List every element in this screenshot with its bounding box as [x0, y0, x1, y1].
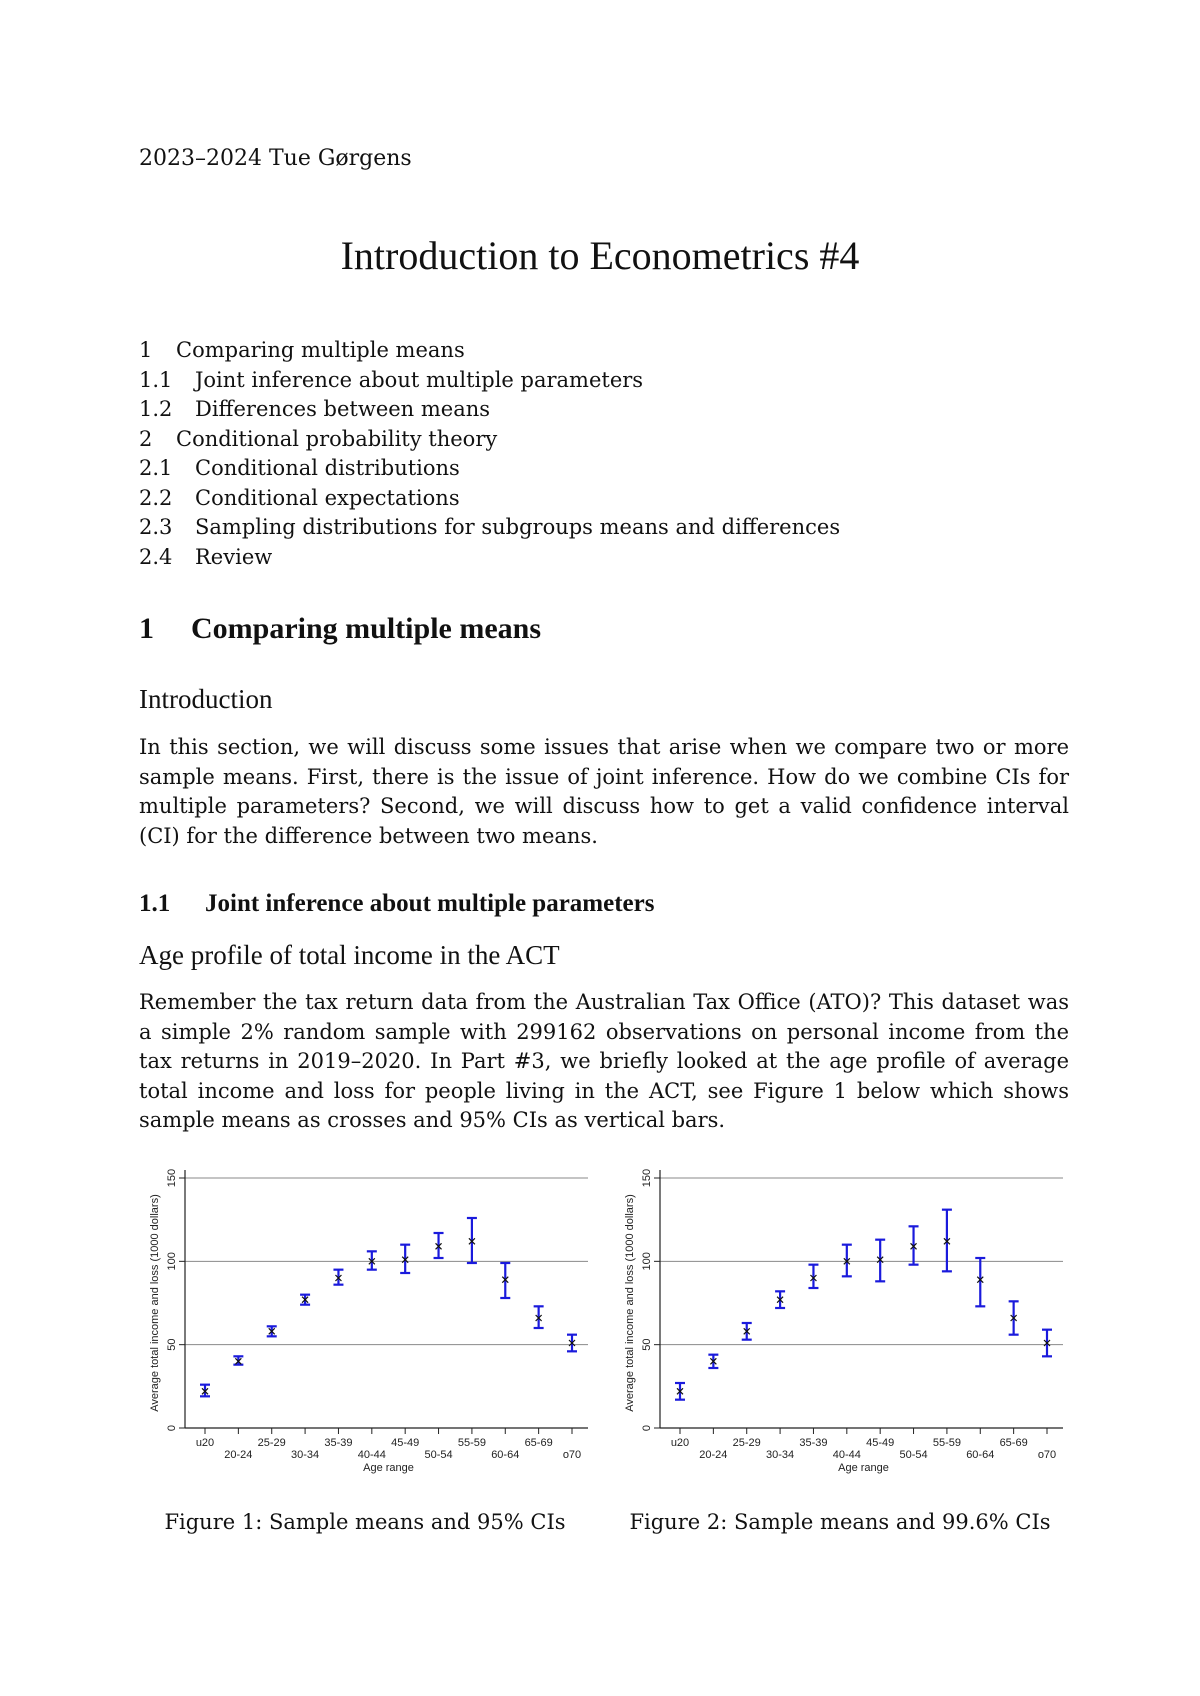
x-tick-label: 35-39 — [799, 1437, 828, 1449]
x-tick-label: 20-24 — [224, 1449, 253, 1461]
figure-2 — [605, 1158, 1075, 1558]
figure-1 — [130, 1158, 600, 1558]
toc-entry[interactable] — [139, 336, 840, 366]
x-tick-label: o70 — [1037, 1449, 1057, 1461]
x-tick-label: 40-44 — [832, 1449, 861, 1461]
figure-2-caption: Figure 2: Sample means and 99.6% CIs — [629, 1510, 1051, 1534]
y-axis-label: Average total income and loss (1000 dollars) — [149, 1194, 161, 1412]
y-tick-label: 100 — [166, 1252, 178, 1271]
x-tick-label: 60-64 — [966, 1449, 995, 1461]
x-tick-label: 30-34 — [291, 1449, 320, 1461]
table-of-contents — [139, 336, 840, 572]
x-tick-label: 55-59 — [457, 1437, 486, 1449]
error-bar — [875, 1240, 885, 1282]
x-tick-label: 65-69 — [524, 1437, 553, 1449]
error-bar — [742, 1323, 752, 1340]
error-bar — [400, 1245, 410, 1273]
age-profile-paragraph: Remember the tax return data from the Australian Tax Office (ATO)? This dataset was a simple 2% random sample with 299162 observations on personal income from the tax returns in 2019–2020. In Part #3, we briefly looked at the age profile of average total income and loss for people living in the ACT, see Figure 1 below which shows sample means as crosses and 95% CIs as vertical bars. — [139, 990, 1069, 1133]
toc-entry[interactable] — [139, 395, 840, 425]
x-tick-label: 20-24 — [699, 1449, 728, 1461]
y-tick-label: 100 — [641, 1252, 653, 1271]
toc-entry-number: 2.2 — [139, 485, 173, 510]
toc-entry[interactable] — [139, 425, 840, 455]
error-bar — [567, 1335, 577, 1352]
intro-heading: Introduction — [139, 684, 273, 714]
error-bar — [467, 1218, 477, 1263]
error-bar — [500, 1263, 510, 1298]
toc-entry-label: Differences between means — [195, 397, 491, 421]
x-tick-label: 45-49 — [866, 1437, 895, 1449]
error-bar — [233, 1356, 243, 1364]
error-bar — [808, 1265, 818, 1288]
toc-entry-number: 2 — [139, 426, 153, 451]
x-tick-label: 30-34 — [766, 1449, 795, 1461]
error-bar — [200, 1385, 210, 1397]
y-tick-label: 50 — [641, 1338, 653, 1351]
toc-entry-label: Conditional probability theory — [176, 426, 498, 451]
y-tick-label: 150 — [166, 1168, 178, 1188]
error-bar — [842, 1245, 852, 1277]
toc-entry[interactable] — [139, 484, 840, 514]
toc-entry-label: Conditional expectations — [195, 485, 460, 510]
toc-entry-label: Review — [195, 544, 273, 569]
figure-1-caption: Figure 1: Sample means and 95% CIs — [164, 1510, 566, 1534]
toc-entry-number: 1.2 — [139, 397, 173, 421]
error-bar — [434, 1233, 444, 1258]
x-axis-label: Age range — [838, 1462, 889, 1474]
section-title: Comparing multiple means — [191, 612, 542, 645]
y-tick-label: 0 — [166, 1424, 178, 1432]
x-tick-label: 40-44 — [357, 1449, 386, 1461]
x-tick-label: 50-54 — [899, 1449, 928, 1461]
subsection-title: Joint inference about multiple parameters — [205, 890, 655, 917]
error-bar — [1042, 1330, 1052, 1357]
x-tick-label: 50-54 — [424, 1449, 453, 1461]
x-tick-label: 60-64 — [491, 1449, 520, 1461]
toc-entry-number: 2.1 — [139, 456, 173, 480]
subsection-number: 1.1 — [139, 890, 171, 917]
toc-entry-number: 2.4 — [139, 544, 173, 569]
running-header: 2023–2024 Tue Gørgens — [139, 146, 412, 171]
y-tick-label: 0 — [641, 1424, 653, 1432]
error-bar — [534, 1306, 544, 1328]
y-tick-label: 150 — [641, 1168, 653, 1188]
x-tick-label: u20 — [195, 1437, 215, 1449]
toc-entry-label: Joint inference about multiple parameters — [195, 367, 644, 392]
error-bar — [708, 1355, 718, 1368]
error-bar — [267, 1326, 277, 1336]
section-heading — [139, 612, 541, 646]
error-bar — [333, 1270, 343, 1285]
x-axis-label: Age range — [363, 1462, 414, 1474]
intro-paragraph: In this section, we will discuss some issues that arise when we compare two or more sample means. First, there is the issue of joint inference. How do we combine CIs for multiple parameters? Second, we will discuss how to get a valid confidence interval (CI) for the difference between two means. — [139, 735, 1069, 848]
error-bar — [300, 1295, 310, 1305]
x-tick-label: 35-39 — [324, 1437, 353, 1449]
toc-entry-label: Sampling distributions for subgroups means and differences — [195, 515, 841, 539]
error-bar — [975, 1258, 985, 1306]
x-tick-label: u20 — [670, 1437, 690, 1449]
x-tick-label: 65-69 — [999, 1437, 1028, 1449]
error-bar — [675, 1383, 685, 1400]
y-tick-label: 50 — [166, 1338, 178, 1351]
toc-entry-label: Comparing multiple means — [176, 338, 465, 362]
toc-entry-number: 1 — [139, 338, 153, 362]
document-title: Introduction to Econometrics #4 — [340, 233, 860, 278]
x-tick-label: 55-59 — [932, 1437, 961, 1449]
x-tick-label: 25-29 — [732, 1437, 761, 1449]
error-bar — [1009, 1301, 1019, 1334]
toc-entry-number: 1.1 — [139, 367, 173, 392]
subsection-heading — [139, 890, 654, 918]
x-tick-label: 25-29 — [257, 1437, 286, 1449]
x-tick-label: 45-49 — [391, 1437, 420, 1449]
toc-entry[interactable] — [139, 543, 840, 573]
toc-entry-number: 2.3 — [139, 515, 173, 539]
toc-entry[interactable] — [139, 454, 840, 484]
section-number: 1 — [139, 612, 154, 645]
toc-entry[interactable] — [139, 513, 840, 543]
error-bar — [909, 1226, 919, 1264]
figure-1-chart — [130, 1158, 600, 1498]
error-bar — [367, 1251, 377, 1269]
error-bar — [775, 1291, 785, 1308]
error-bar — [942, 1210, 952, 1272]
toc-entry[interactable] — [139, 366, 840, 396]
x-tick-label: o70 — [562, 1449, 582, 1461]
age-profile-heading: Age profile of total income in the ACT — [139, 940, 560, 970]
y-axis-label: Average total income and loss (1000 dollars) — [624, 1194, 636, 1412]
figure-2-chart — [605, 1158, 1075, 1498]
toc-entry-label: Conditional distributions — [195, 456, 460, 480]
